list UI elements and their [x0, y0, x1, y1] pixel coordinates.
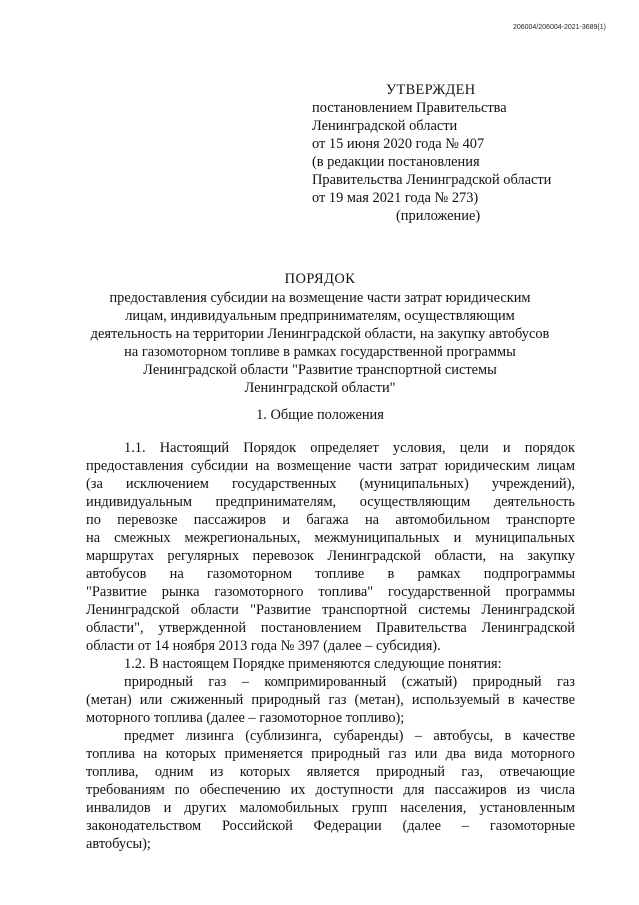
approval-line: Правительства Ленинградской области — [312, 172, 552, 188]
approval-stamp — [312, 81, 612, 225]
approval-line: постановлением Правительства — [312, 100, 507, 116]
text-line: индивидуальным предпринимателям, осуществляющим деятельность — [86, 494, 575, 510]
text-line: топлива на которых применяется природный газ или два вида моторного — [86, 746, 575, 762]
document-body — [86, 439, 575, 853]
section-title: 1. Общие положения — [256, 407, 384, 423]
text-line: предоставления субсидии на возмещение части затрат юридическим лицам — [86, 458, 575, 474]
text-line: природный газ – компримированный (сжатый) природный газ — [124, 674, 575, 690]
text-line: по перевозке пассажиров и багажа на автомобильном транспорте — [86, 512, 575, 528]
text-line: требованиям по обеспечению их доступности для пассажиров из числа — [86, 782, 575, 798]
text-line: (метан) или сжиженный природный газ (метан), используемый в качестве — [86, 692, 575, 708]
document-id: 206004/206004-2021-3689(1) — [512, 24, 606, 31]
definition-natural-gas — [86, 673, 575, 727]
text-line: маршрутах регулярных перевозок Ленинградской области, на закупку — [86, 548, 575, 564]
text-line: топлива, одним из которых является природный газ, отвечающие — [86, 764, 575, 780]
text-line: автобусы); — [86, 836, 151, 852]
heading-line: Ленинградской области" — [244, 380, 396, 396]
approval-line: (в редакции постановления — [312, 154, 480, 170]
text-line: предмет лизинга (сублизинга, субаренды) – автобусы, в качестве — [124, 728, 575, 744]
text-line: области", утвержденной постановлением Правительства Ленинградской — [86, 620, 575, 636]
text-line: Ленинградской области "Развитие транспортной системы Ленинградской — [86, 602, 575, 618]
document-heading — [40, 270, 600, 397]
text-line: законодательством Российской Федерации (далее – газомоторные — [86, 818, 575, 834]
paragraph-1-2 — [86, 655, 575, 673]
approval-appendix: (приложение) — [396, 208, 481, 224]
text-line: области от 14 ноября 2013 года № 397 (далее – субсидия). — [86, 638, 441, 654]
heading-line: деятельность на территории Ленинградской области, на закупку автобусов — [90, 326, 550, 342]
paragraph-1-1 — [86, 439, 575, 655]
text-line: на смежных межрегиональных, межмуниципальных и муниципальных — [86, 530, 575, 546]
document-title: ПОРЯДОК — [284, 271, 356, 287]
approval-title: УТВЕРЖДЕН — [386, 82, 476, 98]
text-line: 1.1. Настоящий Порядок определяет условия, цели и порядок — [124, 440, 575, 456]
text-line: моторного топлива (далее – газомоторное топливо); — [86, 710, 405, 726]
heading-line: на газомоторном топливе в рамках государственной программы — [124, 344, 516, 360]
approval-line: от 15 июня 2020 года № 407 — [312, 136, 485, 152]
heading-line: Ленинградской области "Развитие транспортной системы — [143, 362, 497, 378]
text-line: автобусов на газомоторном топливе в рамках подпрограммы — [86, 566, 575, 582]
definition-leasing-subject — [86, 727, 575, 853]
text-line: "Развитие рынка газомоторного топлива" государственной программы — [86, 584, 575, 600]
text-line: инвалидов и других маломобильных групп населения, установленным — [86, 800, 575, 816]
text-line: 1.2. В настоящем Порядке применяются следующие понятия: — [124, 656, 502, 672]
text-line: (за исключением государственных (муниципальных) учреждений), — [86, 476, 575, 492]
approval-line: Ленинградской области — [312, 118, 458, 134]
heading-line: предоставления субсидии на возмещение части затрат юридическим — [109, 290, 531, 306]
heading-line: лицам, индивидуальным предпринимателям, осуществляющим — [125, 308, 515, 324]
approval-line: от 19 мая 2021 года № 273) — [312, 190, 479, 206]
